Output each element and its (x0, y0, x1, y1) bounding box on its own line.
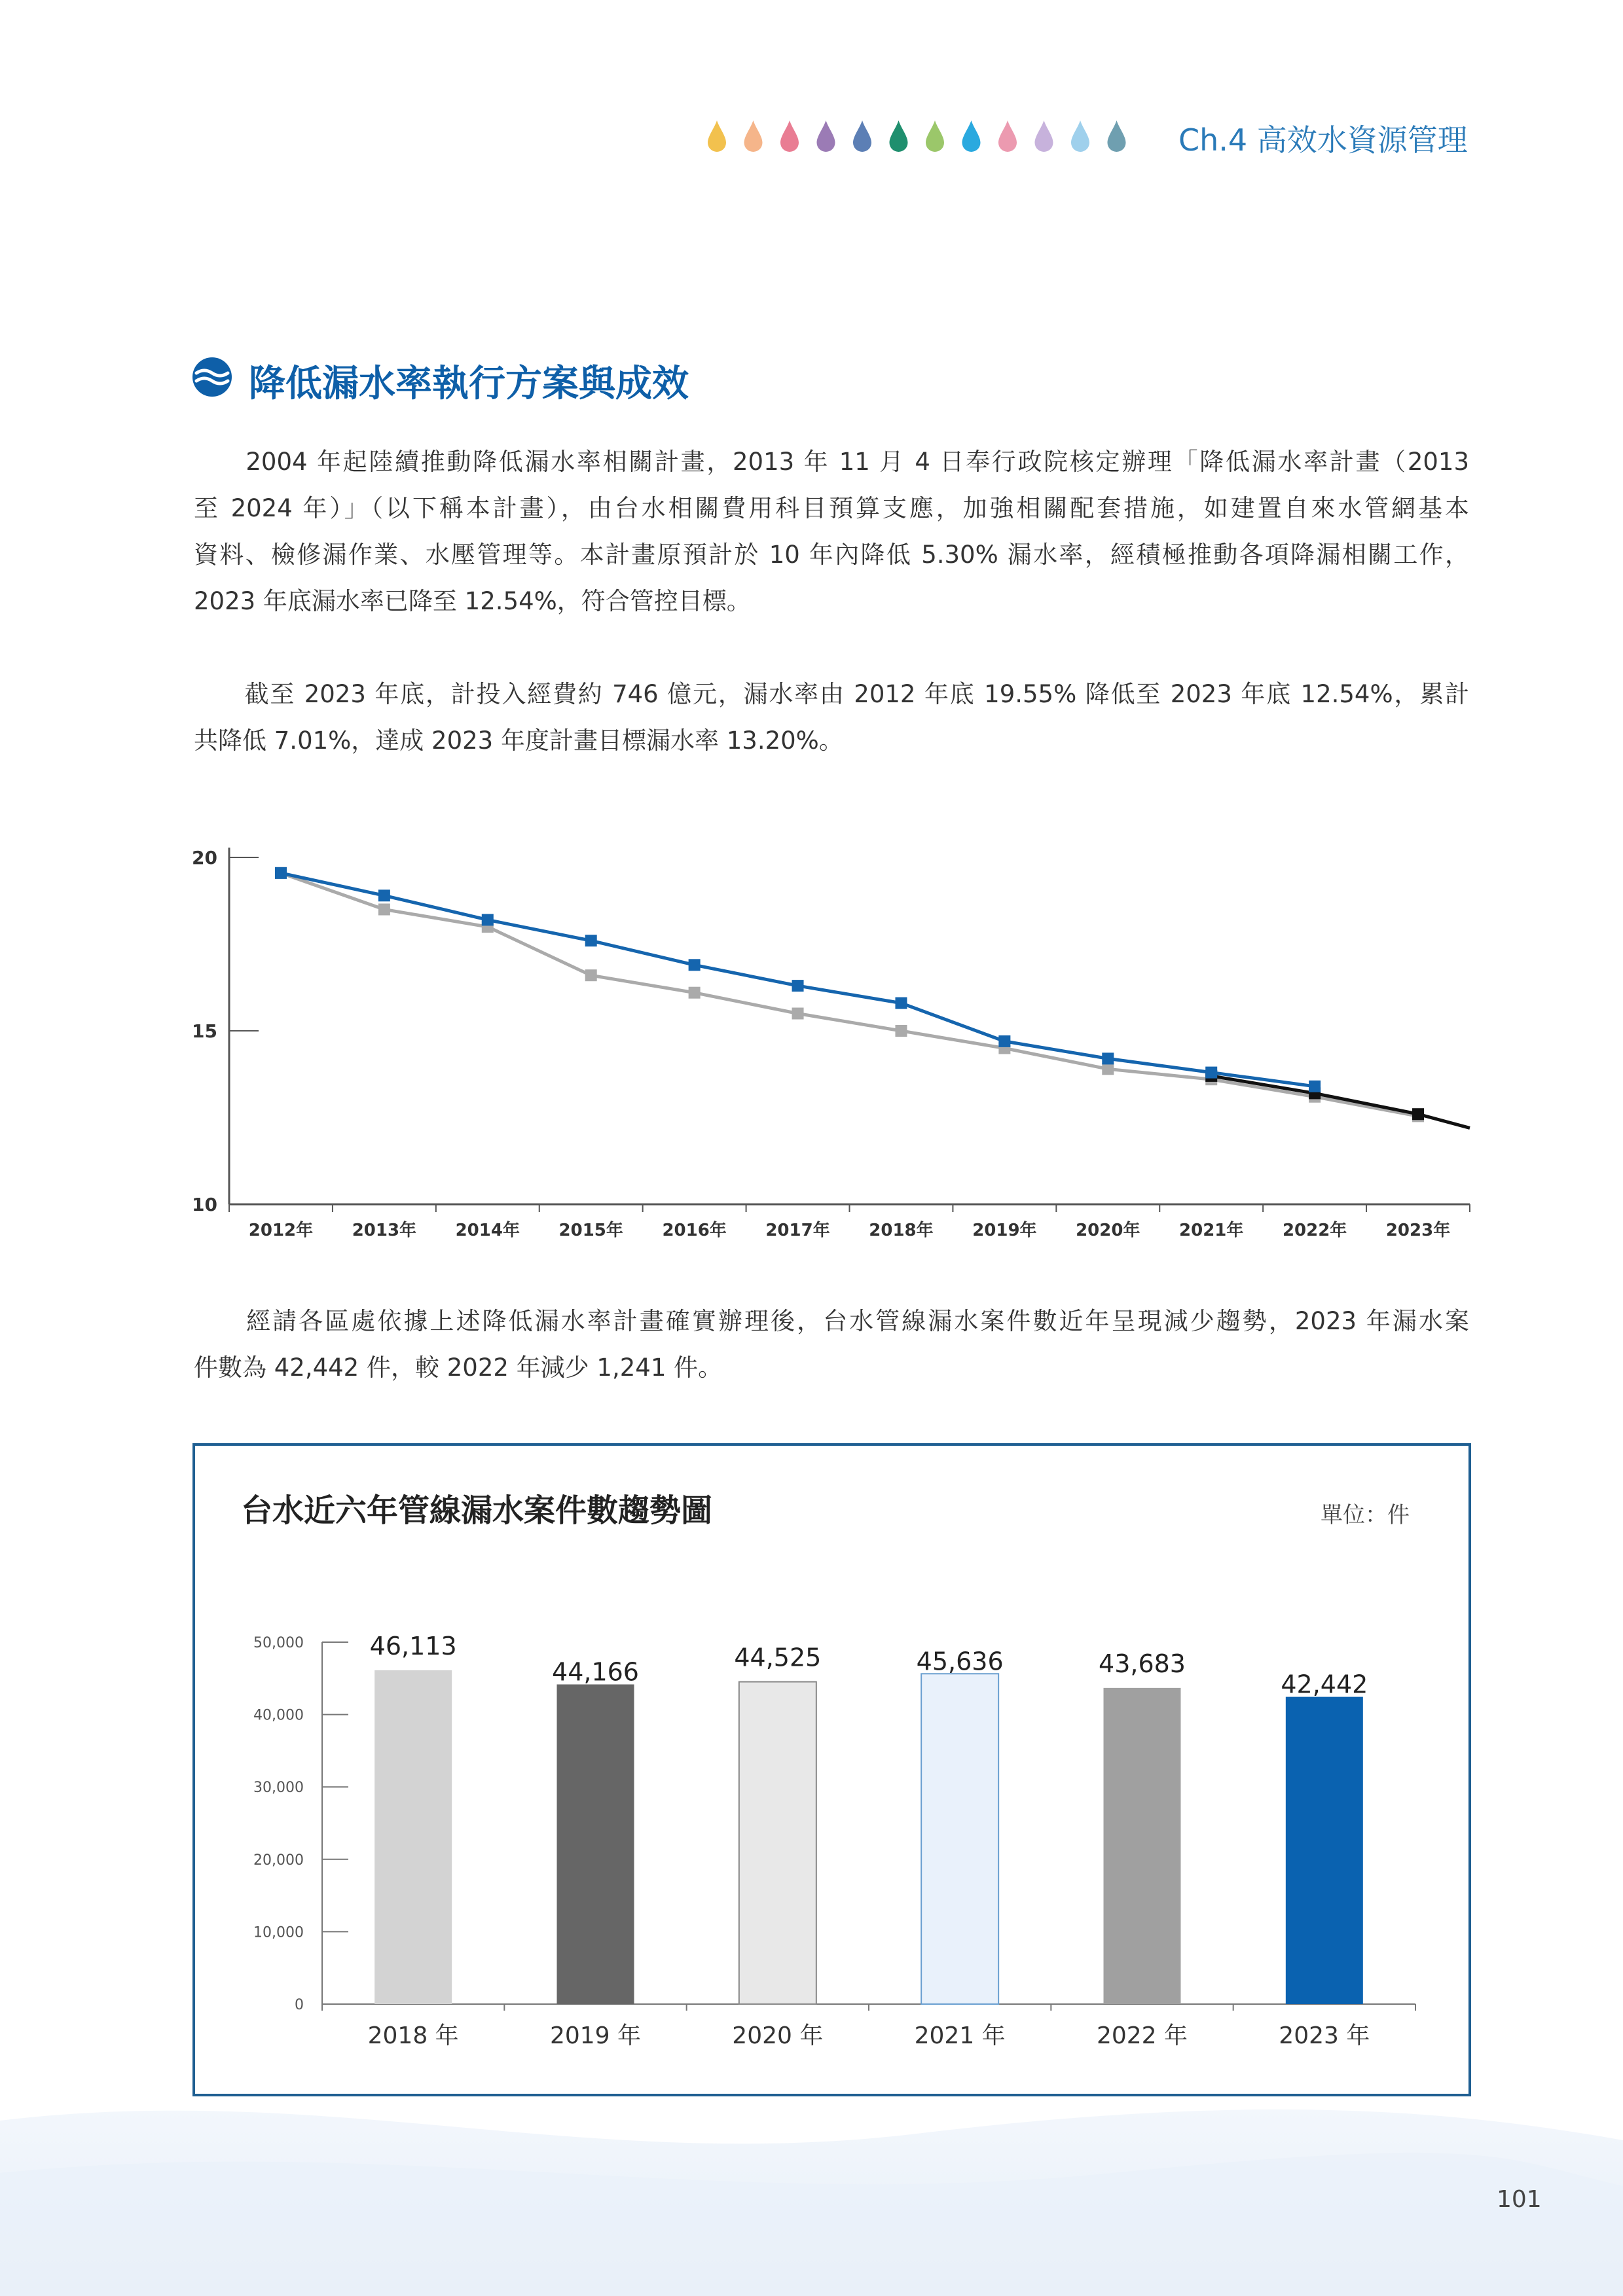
x-tick-label: 2016年 (662, 1221, 727, 1240)
droplet-icon (962, 120, 981, 152)
data-label: 43,683 (1099, 1649, 1186, 1678)
bar (921, 1674, 998, 2004)
x-tick-label: 2022 年 (1096, 2022, 1188, 2049)
bar-chart-unit: 單位：件 (1321, 1502, 1410, 1528)
bottom-wave-decoration (0, 2081, 1623, 2296)
x-tick-label: 2019年 (972, 1221, 1037, 1240)
y-tick-label: 20 (192, 847, 217, 869)
paragraph-investment (194, 671, 1469, 764)
data-label: 44,166 (552, 1657, 639, 1687)
data-point (1102, 1063, 1114, 1075)
droplet-icon (708, 120, 726, 152)
page-number: 101 (1497, 2186, 1542, 2213)
data-point (1412, 1108, 1424, 1120)
bar (1286, 1697, 1363, 2004)
bar (1104, 1688, 1181, 2004)
x-tick-label: 2012年 (248, 1221, 314, 1240)
data-point (1205, 1067, 1217, 1079)
y-tick-label: 0 (295, 1997, 304, 2013)
data-point (482, 914, 494, 925)
droplet-icon (1071, 120, 1089, 152)
paragraph-leak-cases (194, 1298, 1469, 1391)
droplet-icon (853, 120, 871, 152)
x-tick-label: 2021 年 (914, 2022, 1006, 2049)
x-tick-label: 2023年 (1385, 1221, 1451, 1240)
x-tick-label: 2019 年 (549, 2022, 642, 2049)
bar-chart-title: 台水近六年管線漏水案件數趨勢圖 (241, 1492, 713, 1529)
leak-cases-chart-box (192, 1443, 1471, 2096)
data-point (1309, 1081, 1321, 1092)
data-label: 46,113 (369, 1631, 457, 1660)
x-tick-label: 2020年 (1076, 1221, 1140, 1240)
data-point (689, 959, 701, 971)
paragraph-line: 2004 年起陸續推動降低漏水率相關計畫，2013 年 11 月 4 日奉行政院核定辦理「降低漏水率計畫（2013 (194, 448, 1469, 476)
data-point (689, 987, 701, 999)
data-point (378, 889, 390, 901)
paragraph-line: 件數為 42,442 件，較 2022 年減少 1,241 件。 (194, 1354, 723, 1382)
paragraph-line: 經請各區處依據上述降低漏水率計畫確實辦理後，台水管線漏水案件數近年呈現減少趨勢，2023 年漏水案 (194, 1307, 1469, 1335)
y-tick-label: 20,000 (253, 1852, 304, 1869)
data-point (792, 980, 804, 992)
paragraph-line: 截至 2023 年底，計投入經費約 746 億元，漏水率由 2012 年底 19.55% 降低至 2023 年底 12.54%，累計 (194, 680, 1469, 708)
droplet-icon (1035, 120, 1053, 152)
y-tick-label: 15 (192, 1020, 217, 1042)
water-wave-icon (191, 356, 233, 398)
paragraph-line: 2023 年底漏水率已降至 12.54%，符合管控目標。 (194, 587, 751, 615)
data-label: 44,525 (734, 1643, 822, 1672)
chapter-title: Ch.4 高效水資源管理 (1178, 122, 1468, 158)
droplet-icon (744, 120, 763, 152)
data-point (998, 1035, 1010, 1047)
bar (739, 1682, 816, 2004)
droplet-icon (890, 120, 908, 152)
y-tick-label: 50,000 (253, 1635, 304, 1651)
series-line (281, 873, 1315, 1086)
x-tick-label: 2013年 (352, 1221, 417, 1240)
data-point (895, 997, 907, 1009)
data-point (585, 969, 597, 981)
paragraph-plan-intro (194, 439, 1469, 624)
x-tick-label: 2022年 (1282, 1221, 1347, 1240)
paragraph-line: 共降低 7.01%，達成 2023 年度計畫目標漏水率 13.20%。 (194, 726, 843, 755)
leak-cases-bar-chart (195, 1446, 1468, 2094)
data-label: 45,636 (916, 1647, 1004, 1676)
x-tick-label: 2018年 (869, 1221, 934, 1240)
x-tick-label: 2021年 (1179, 1221, 1244, 1240)
data-point (275, 867, 287, 879)
droplet-icon (926, 120, 944, 152)
droplet-icon (817, 120, 835, 152)
x-tick-label: 2018 年 (367, 2022, 459, 2049)
y-tick-label: 30,000 (253, 1780, 304, 1797)
y-tick-label: 10,000 (253, 1924, 304, 1941)
data-point (895, 1025, 907, 1037)
droplet-icon (780, 120, 799, 152)
y-tick-label: 10 (192, 1194, 217, 1215)
section-title: 降低漏水率執行方案與成效 (249, 363, 689, 405)
data-point (378, 904, 390, 916)
leak-rate-line-chart (183, 831, 1480, 1250)
x-tick-label: 2020 年 (732, 2022, 824, 2049)
droplet-icon (1108, 120, 1126, 152)
x-tick-label: 2015年 (558, 1221, 623, 1240)
header-droplets (707, 118, 1133, 157)
data-label: 42,442 (1281, 1670, 1368, 1699)
x-tick-label: 2017年 (765, 1221, 830, 1240)
bar (374, 1670, 452, 2004)
data-point (585, 935, 597, 946)
paragraph-line: 資料、檢修漏作業、水壓管理等。本計畫原預計於 10 年內降低 5.30% 漏水率，經積極推動各項降漏相關工作， (194, 541, 1469, 569)
data-point (792, 1008, 804, 1020)
x-tick-label: 2014年 (455, 1221, 520, 1240)
y-tick-label: 40,000 (253, 1707, 304, 1724)
x-tick-label: 2023 年 (1279, 2022, 1370, 2049)
droplet-icon (998, 120, 1017, 152)
data-point (1102, 1052, 1114, 1064)
bar (557, 1685, 634, 2004)
paragraph-line: 至 2024 年）」（以下稱本計畫），由台水相關費用科目預算支應，加強相關配套措施，如建置自來水管網基本 (194, 494, 1469, 522)
